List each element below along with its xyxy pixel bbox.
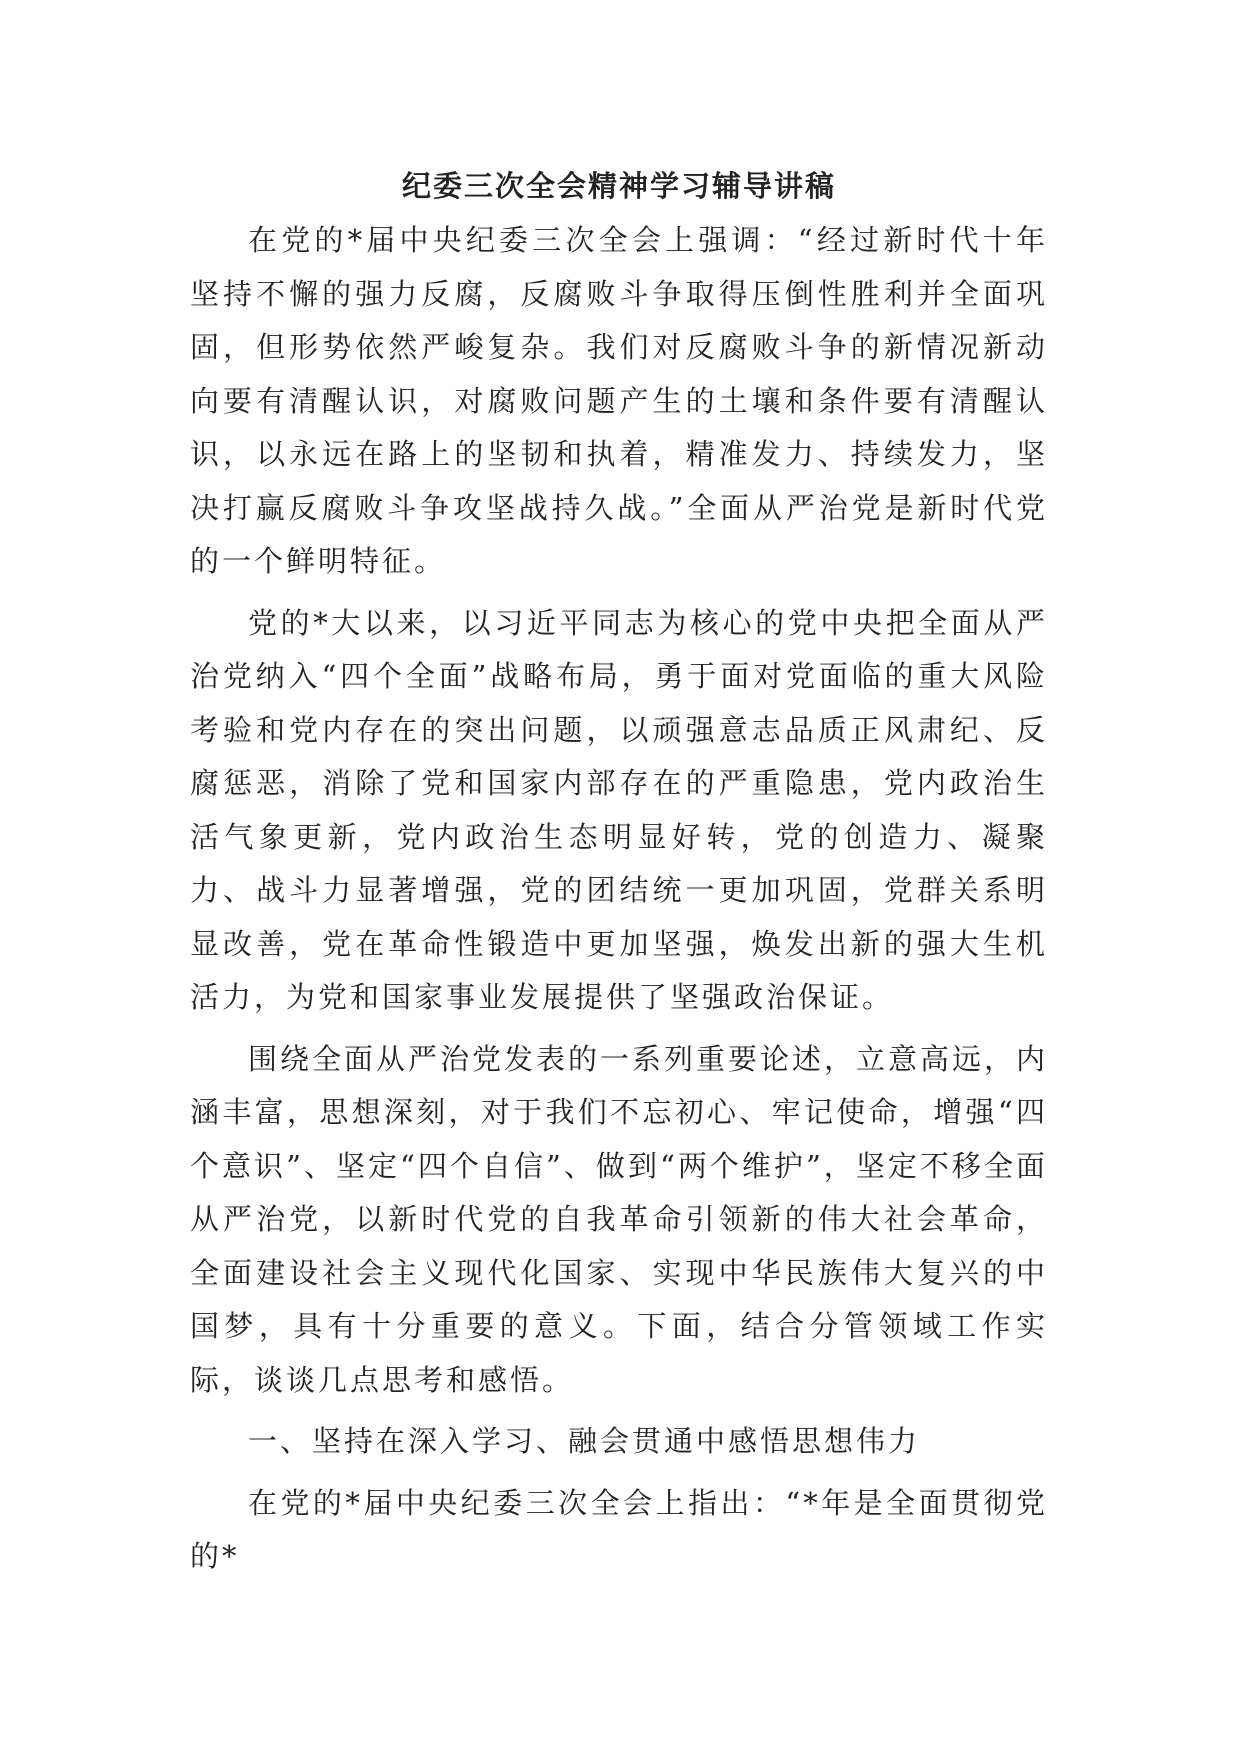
paragraph-3: 围绕全面从严治党发表的一系列重要论述，立意高远，内涵丰富，思想深刻，对于我们不忘初心、牢记使命，增强“四个意识”、坚定“四个自信”、做到“两个维护”，坚定不移全面从严治党，以新时代党的自我革命引领新的伟大社会革命，全面建设社会主义现代化国家、实现中华民族伟大复兴的中国梦，具有十分重要的意义。下面，结合分管领域工作实际，谈谈几点思考和感悟。 [190, 1041, 1049, 1397]
paragraph-4: 在党的*届中央纪委三次全会上指出：“*年是全面贯彻党的* [190, 1485, 1048, 1573]
document-body [190, 160, 1048, 1592]
paragraph-1: 在党的*届中央纪委三次全会上强调：“经过新时代十年坚持不懈的强力反腐，反腐败斗争取得压倒性胜利并全面巩固，但形势依然严峻复杂。我们对反腐败斗争的新情况新动向要有清醒认识，对腐败问题产生的土壤和条件要有清醒认识，以永远在路上的坚韧和执着，精准发力、持续发力，坚决打赢反腐败斗争攻坚战持久战。”全面从严治党是新时代党的一个鲜明特征。 [190, 223, 1048, 578]
document-title: 纪委三次全会精神学习辅导讲稿 [401, 169, 836, 203]
section-heading: 一、坚持在深入学习、融会贯通中感悟思想伟力 [248, 1424, 921, 1458]
paragraph-2: 党的*大以来，以习近平同志为核心的党中央把全面从严治党纳入“四个全面”战略布局，勇于面对党面临的重大风险考验和党内存在的突出问题，以顽强意志品质正风肃纪、反腐惩恶，消除了党和国家内部存在的严重隐患，党内政治生活气象更新，党内政治生态明显好转，党的创造力、凝聚力、战斗力显著增强，党的团结统一更加巩固，党群关系明显改善，党在革命性锻造中更加坚强，焕发出新的强大生机活力，为党和国家事业发展提供了坚强政治保证。 [190, 605, 1048, 1014]
